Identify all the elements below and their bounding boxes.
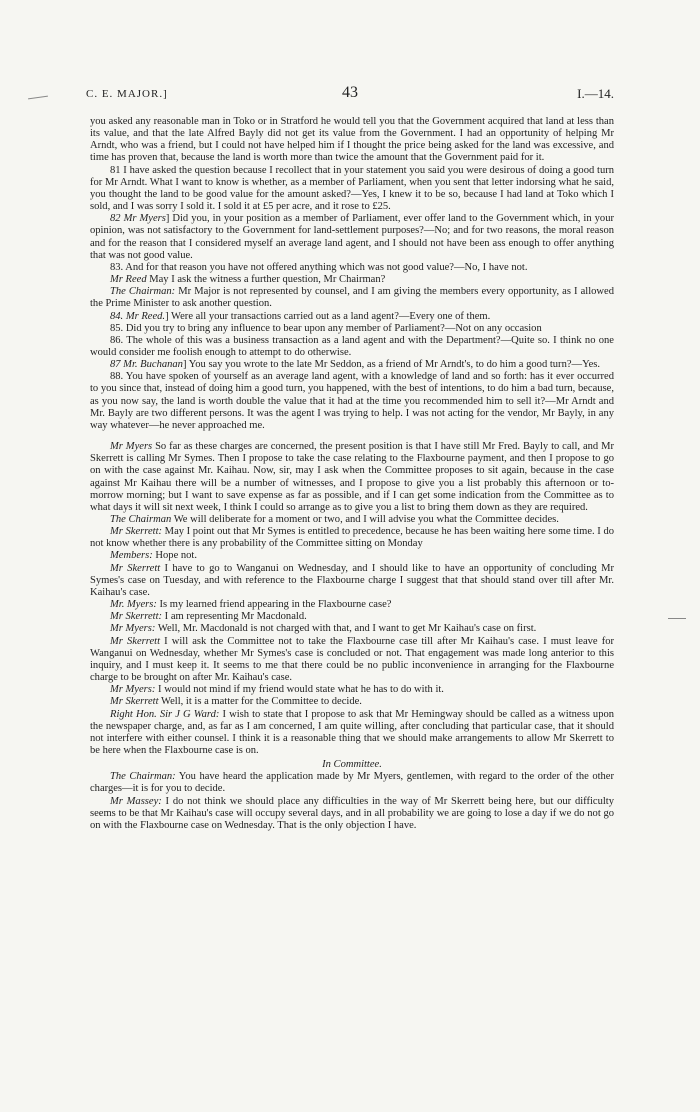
paragraph: [90, 262, 614, 274]
speaker-name: Right Hon. Sir J G Ward:: [110, 708, 220, 720]
speaker-name: Mr Massey:: [110, 795, 162, 807]
speaker-name: Members:: [110, 550, 153, 562]
page-header: [86, 86, 614, 106]
paragraph-text: I would not mind if my friend would state what he has to do with it.: [155, 684, 444, 696]
paragraph-text: I have to go to Wanganui on Wednesday, and I should like to have an opportunity of concluding Mr Symes's case on Tuesday, and with reference to the Flaxbourne charge I suggest that that should stand over till after Mr. Kaihau's case.: [90, 562, 614, 598]
paragraph: [90, 796, 614, 832]
speaker-name: Mr. Myers:: [110, 599, 157, 611]
speaker-name: Mr Skerrett: [110, 562, 161, 574]
paragraph: [90, 709, 614, 758]
paragraph: [90, 636, 614, 685]
speaker-name: Mr Myers: [110, 441, 153, 453]
scan-mark-right: [668, 618, 686, 619]
paragraph-text: Hope not.: [152, 550, 197, 562]
paragraph: [90, 335, 614, 359]
speaker-name: Mr Skerrett: [110, 696, 159, 708]
speaker-name: 82 Mr Myers: [110, 213, 166, 225]
paragraph: [90, 771, 614, 795]
paragraph-text: I wish to state that I propose to ask that Mr Hemingway should be called as a witness upon the newspaper charge, and, as far as I am concerned, I am quite willing, after concluding that particular case, that it should not interfere with either counsel. I think it is a reasonable thing that we should make arrangements to allow Mr Skerrett to be here when the Flaxbourne case is on.: [90, 708, 615, 756]
scan-mark-left: [28, 96, 48, 100]
paragraph: [90, 116, 614, 165]
paragraph-text: I will ask the Committee not to take the Flaxbourne case till after Mr Kaihau's case. I must leave for Wanganui on Wednesday, whether Mr Symes's case is concluded or not. That engagement was made long anterior to this inquiry, and I must keep it. It seems to me that there could be no public inconvenience in arranging for the Flaxbourne charge to be brought on after Mr. Kaihau's case.: [90, 635, 614, 684]
document-body: [90, 116, 614, 832]
speaker-name: The Chairman:: [110, 771, 176, 783]
paragraph-text: 85. Did you try to bring any influence to bear upon any member of Parliament?—Not on any occasion: [110, 322, 542, 334]
paragraph: [90, 563, 614, 599]
paragraph-text: ] Did you, in your position as a member of Parliament, ever offer land to the Government which, in your opinion, was not satisfactory to the Government for land-settlement purposes?—No; and for two reasons, the moral reason and for the reason that I considered myself an average land agent, and I should not have been ass enough to offer anything that was not good value.: [90, 213, 614, 261]
paragraph-text: 81 I have asked the question because I recollect that in your statement you said you were desirous of doing a good turn for Mr Arndt. What I want to know is whether, as a member of Parliament, when you sent that letter indorsing what he said, you thought the land to be good value for the amount asked?—Yes, I knew it to be so, because I had land at Toko which I sold, and I was sorry I sold it. I sold it at £5 per acre, and it rose to £25.: [90, 164, 614, 213]
document-reference: I.—14.: [577, 86, 614, 101]
paragraph: [90, 274, 614, 286]
speaker-name: The Chairman:: [110, 286, 176, 298]
speaker-name: Mr Myers:: [110, 684, 156, 696]
speaker-name: The Chairman: [110, 514, 172, 525]
paragraph-text: you asked any reasonable man in Toko or in Stratford he would tell you that the Government acquired that land at less than its value, and that the late Alfred Bayly did not get its value from the Government. I had an opportunity of helping Mr Arndt, who was a friend, but I could not have helped him if I thought the price being asked for the land was excessive, and time has proven that, because the land is worth more than twice the amount that the Government paid for it.: [90, 116, 614, 164]
paragraph-text: You have heard the application made by Mr Myers, gentlemen, with regard to the order of the other charges—it is for you to decide.: [90, 771, 614, 795]
paragraph-text: I am representing Mr Macdonald.: [162, 611, 307, 623]
paragraph: [90, 623, 614, 635]
paragraph-text: Mr Major is not represented by counsel, and I am giving the members every opportunity, as I allowed the Prime Minister to ask another question.: [90, 286, 615, 310]
speaker-name: 84. Mr Reed.: [110, 310, 166, 322]
paragraph-text: Is my learned friend appearing in the Flaxbourne case?: [156, 599, 392, 611]
paragraph: [90, 311, 614, 323]
paragraph-text: Well, it is a matter for the Committee to decide.: [158, 696, 362, 708]
paragraph: [90, 550, 614, 562]
paragraph-text: 83. And for that reason you have not offered anything which was not good value?—No, I have not.: [110, 261, 528, 273]
paragraph-text: 88. You have spoken of yourself as an average land agent, with a knowledge of land and so forth: has it ever occurred to you since that, instead of doing him a good turn, you happened, with the best of intentions, to do him a bad turn, because, as you now say, the land is worth double the value that it had at the time you recommended him to sell it?—Mr Arndt and Mr. Bayly are two different persons. It was the agent I was trying to help. I was not acting for the vendor, Mr Bayly, in any way whatever—he never approached me.: [90, 371, 614, 431]
speaker-name: Mr Skerrett:: [110, 611, 163, 623]
paragraph-text: I do not think we should place any difficulties in the way of Mr Skerrett being here, but our difficulty seems to be that Mr Kaihau's case will occupy several days, and in all probability we are going to lose a day if we do not go on with the Flaxbourne case on Wednesday. That is the only objection I have.: [90, 795, 615, 831]
paragraph: [90, 599, 614, 611]
speaker-name: Mr Skerrett: [110, 635, 160, 647]
paragraph: [90, 165, 614, 214]
paragraph: [90, 514, 614, 526]
paragraph-text: So far as these charges are concerned, the present position is that I have still Mr Fred. Bayly to call, and Mr Skerrett is calling Mr Symes. Then I propose to take the case relating to the Flaxbourne payment, and then I propose to go on with the case against Mr. Kaihau. Now, sir, may I ask when the Committee proposes to sit again, because in the case against Mr Kaihau there will be a number of witnesses, and I propose to give you a list probably this afternoon or to-morrow morning; but I want to save expense as far as possible, and if I can get some indication from the Committee as to what days it will sit next week, I think I could so arrange as to give you a list to bring them down as they are required.: [90, 441, 614, 513]
paragraph-text: May I ask the witness a further question, Mr Chairman?: [146, 274, 386, 286]
paragraph: [90, 526, 614, 550]
paragraph: [90, 696, 614, 708]
paragraph-text: ] You say you wrote to the late Mr Seddon, as a friend of Mr Arndt's, to do him a good turn?—Yes.: [182, 359, 601, 371]
paragraph: [90, 441, 614, 514]
paragraph: [90, 323, 614, 335]
paragraph-text: 86. The whole of this was a business transaction as a land agent and with the Department?—Quite so. I think no one would consider me foolish enough to attempt to do otherwise.: [90, 334, 614, 358]
paragraph: [90, 286, 614, 310]
speaker-name: 87 Mr. Buchanan: [110, 359, 183, 371]
paragraph-text: May I point out that Mr Symes is entitled to precedence, because he has been waiting here some time. I do not know whether there is any probability of the Committee sitting on Monday: [90, 526, 614, 550]
paragraph-text: ] Were all your transactions carried out as a land agent?—Every one of them.: [165, 310, 491, 322]
paragraph: [90, 611, 614, 623]
paragraph-text: Well, Mr. Macdonald is not charged with that, and I want to get Mr Kaihau's case on first.: [155, 623, 537, 635]
paragraph: [90, 371, 614, 432]
page-number: 43: [342, 84, 358, 101]
speaker-name: Mr Reed: [110, 274, 147, 286]
section-heading: [90, 759, 614, 771]
paragraph: [90, 359, 614, 371]
section-heading-text: In Committee.: [322, 759, 382, 771]
header-author: C. E. MAJOR.]: [86, 88, 168, 100]
paragraph-text: We will deliberate for a moment or two, and I will advise you what the Committee decides.: [171, 514, 559, 525]
paragraph: [90, 213, 614, 262]
paragraph: [90, 684, 614, 696]
speaker-name: Mr Myers:: [110, 623, 156, 635]
speaker-name: Mr Skerrett:: [110, 526, 163, 538]
